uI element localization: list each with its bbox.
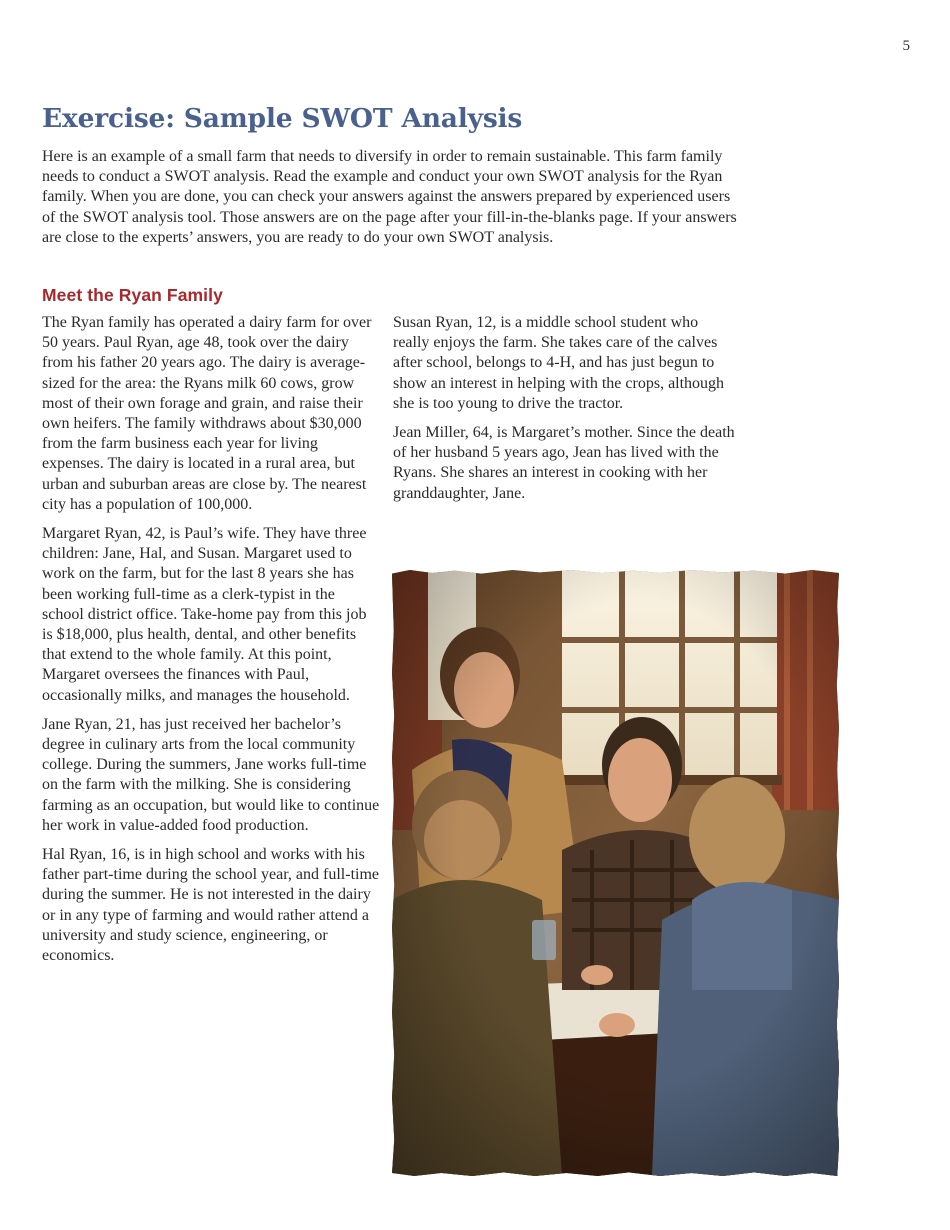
paragraph-susan-ryan: Susan Ryan, 12, is a middle school student who really enjoys the farm. She takes care of the calves after school, belongs to 4-H, and has just begun to show an interest in helping with the crops, although she is too young to drive the tractor. <box>393 314 725 412</box>
page-number: 5 <box>902 38 910 54</box>
paragraph-jean-miller: Jean Miller, 64, is Margaret’s mother. Since the death of her husband 5 years ago, Jean has lived with the Ryans. She shares an interest in cooking with her granddaughter, Jane. <box>393 424 735 502</box>
section-heading: Meet the Ryan Family <box>42 285 223 305</box>
intro-paragraph: Here is an example of a small farm that needs to diversify in order to remain sustainable. This farm family needs to conduct a SWOT analysis. Read the example and conduct your own SWOT analysis for the Ryan family. When you are done, you can check your answers against the answers prepared by experienced users of the SWOT analysis tool. Those answers are on the page after your fill-in-the-blanks page. If your answers are close to the experts’ answers, you are ready to do your own SWOT analysis. <box>42 148 737 246</box>
paragraph-jane-ryan: Jane Ryan, 21, has just received her bachelor’s degree in culinary arts from the local community college. During the summers, Jane works full-time on the farm with the milking. She is considering farming as an occupation, but would like to continue her work in value-added food production. <box>42 715 380 834</box>
paragraph-paul-ryan: The Ryan family has operated a dairy farm for over 50 years. Paul Ryan, age 48, took over the dairy from his father 20 years ago. The dairy is average-sized for the area: the Ryans milk 60 cows, grow most of their own forage and grain, and raise their own heifers. The family withdraws about $30,000 from the farm business each year for living expenses. The dairy is located in a rural area, but urban and suburban areas are close by. The nearest city has a population of 100,000. <box>42 314 372 513</box>
paragraph-hal-ryan: Hal Ryan, 16, is in high school and works with his father part-time during the school year, and full-time during the summer. He is not interested in the dairy or in any type of farming and would rather attend a university and study science, engineering, or economics. <box>42 846 380 965</box>
right-column <box>393 313 738 513</box>
family-photo <box>392 570 839 1176</box>
page-title: Exercise: Sample SWOT Analysis <box>42 103 523 134</box>
paragraph-margaret-ryan: Margaret Ryan, 42, is Paul’s wife. They have three children: Jane, Hal, and Susan. Margaret used to work on the farm, but for the last 8 years she has been working full-time as a clerk-typist in the school district office. Take-home pay from this job is $18,000, plus health, dental, and other benefits that extend to the whole family. At this point, Margaret oversees the finances with Paul, occasionally milks, and manages the household. <box>42 525 367 704</box>
left-column <box>42 313 380 975</box>
